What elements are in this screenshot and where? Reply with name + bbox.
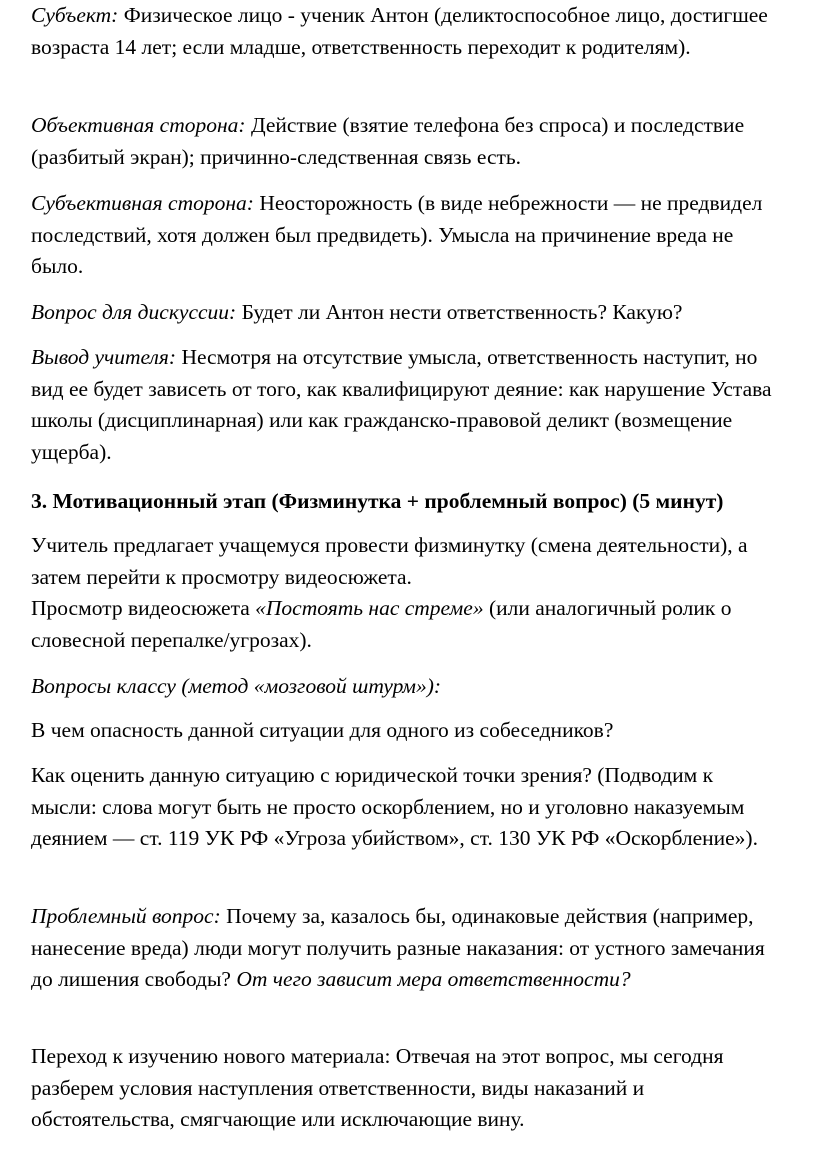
video-text-before: Просмотр видеосюжета <box>31 596 256 620</box>
discussion-question-text: Будет ли Антон нести ответственность? Какую? <box>236 300 683 324</box>
question-2-paragraph: Как оценить данную ситуацию с юридической точки зрения? (Подводим к мысли: слова могут быть не просто оскорблением, но и уголовно наказуемым деянием — ст. 119 УК РФ «Угроза убийством», ст. 130 УК РФ «Оскорбление»). <box>31 763 758 850</box>
objective-side-paragraph <box>31 110 782 173</box>
problem-question-label: Проблемный вопрос: <box>31 904 221 928</box>
teacher-conclusion-paragraph <box>31 342 782 468</box>
problem-question-text: Почему за, казалось бы, одинаковые действия (например, нанесение вреда) люди могут получить разные наказания: от устного замечания до лишения свободы? <box>31 904 765 991</box>
subjective-side-label: Субъективная сторона: <box>31 191 254 215</box>
problem-question-paragraph <box>31 901 782 996</box>
objective-side-text: Действие (взятие телефона без спроса) и последствие (разбитый экран); причинно-следственная связь есть. <box>31 113 745 169</box>
teacher-offer-paragraph <box>31 530 782 593</box>
question-1-paragraph: В чем опасность данной ситуации для одного из собеседников? <box>31 718 614 742</box>
teacher-offer-text: Учитель предлагает учащемуся провести физминутку (смена деятельности), а затем перейти к просмотру видеосюжета. <box>31 533 748 589</box>
teacher-conclusion-text: Несмотря на отсутствие умысла, ответственность наступит, но вид ее будет зависеть от того, как квалифицируют деяние: как нарушение Устава школы (дисциплинарная) или как гражданско-правовой деликт (возмещение ущерба). <box>31 345 772 464</box>
class-questions-label: Вопросы классу (метод «мозговой штурм»): <box>31 674 442 698</box>
transition-paragraph: Переход к изучению нового материала: Отвечая на этот вопрос, мы сегодня разберем условия наступления ответственности, виды наказаний и обстоятельства, смягчающие или исключающие вину. <box>31 1044 724 1131</box>
problem-question-italic: От чего зависит мера ответственности? <box>236 967 631 991</box>
discussion-question-paragraph <box>31 297 782 329</box>
subject-label: Субъект: <box>31 3 119 27</box>
video-title: «Постоять нас стреме» <box>255 596 484 620</box>
discussion-question-label: Вопрос для дискуссии: <box>31 300 237 324</box>
video-text-after: (или аналогичный ролик о словесной перепалке/угрозах). <box>31 596 732 652</box>
video-paragraph <box>31 593 782 656</box>
objective-side-label: Объективная сторона: <box>31 113 246 137</box>
teacher-conclusion-label: Вывод учителя: <box>31 345 177 369</box>
subject-text: Физическое лицо - ученик Антон (деликтоспособное лицо, достигшее возраста 14 лет; если младше, ответственность переходит к родителям). <box>31 3 768 59</box>
section-heading: 3. Мотивационный этап (Физминутка + проблемный вопрос) (5 минут) <box>31 489 724 513</box>
subjective-side-text: Неосторожность (в виде небрежности — не предвидел последствий, хотя должен был предвидеть). Умысла на причинение вреда не было. <box>31 191 763 278</box>
subject-paragraph <box>31 0 782 63</box>
subjective-side-paragraph <box>31 188 782 283</box>
